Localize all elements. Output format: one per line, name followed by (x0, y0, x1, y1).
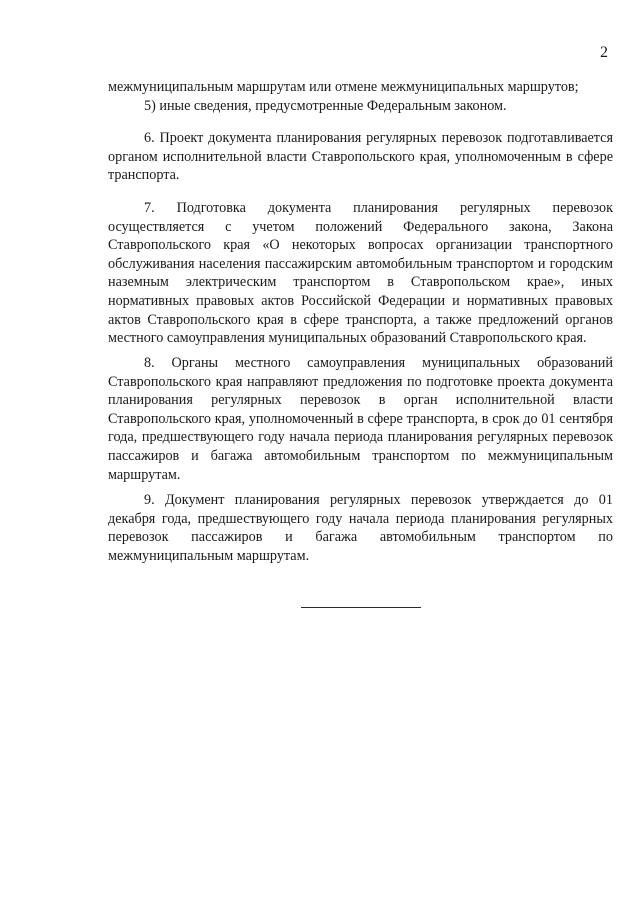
end-divider (301, 607, 421, 608)
page-number: 2 (600, 44, 608, 61)
paragraph-6: 6. Проект документа планирования регулярных перевозок подготавливается органом исполнительной власти Ставропольского края, уполномоченным в сфере транспорта. (108, 130, 613, 184)
paragraph-9: 9. Документ планирования регулярных перевозок утверждается до 01 декабря года, предшествующего году начала периода планирования регулярных перевозок пассажиров и багажа автомобильным транспортом по межмуниципальным маршрутам. (108, 492, 613, 564)
list-item-5: 5) иные сведения, предусмотренные Федеральным законом. (144, 97, 507, 114)
section-paragraph-6 (108, 129, 613, 185)
section-paragraph-8 (108, 354, 613, 484)
paragraph-8: 8. Органы местного самоуправления муниципальных образований Ставропольского края направляют предложения по подготовке проекта документа планирования регулярных перевозок в орган исполнительной власти Ставропольского края, уполномоченный в сфере транспорта, в срок до 01 сентября года, предшествующего году начала периода планирования регулярных перевозок пассажиров и багажа автомобильным транспортом по межмуниципальным маршрутам. (108, 355, 613, 483)
paragraph-7: 7. Подготовка документа планирования регулярных перевозок осуществляется с учетом положений Федерального закона, Закона Ставропольского края «О некоторых вопросах организации транспортного обслуживания населения пассажирским автомобильным транспортом и городским наземным электрическим транспортом в Ставропольском крае», иных нормативных правовых актов Российской Федерации и нормативных правовых актов Ставропольского края в сфере транспорта, а также предложений органов местного самоуправления муниципальных образований Ставропольского края. (108, 200, 613, 347)
section-paragraph-9 (108, 491, 613, 565)
section-paragraph-7 (108, 199, 613, 348)
list-continuation (108, 78, 613, 115)
list-item-continuation: межмуниципальным маршрутам или отмене межмуниципальных маршрутов; (108, 79, 579, 95)
